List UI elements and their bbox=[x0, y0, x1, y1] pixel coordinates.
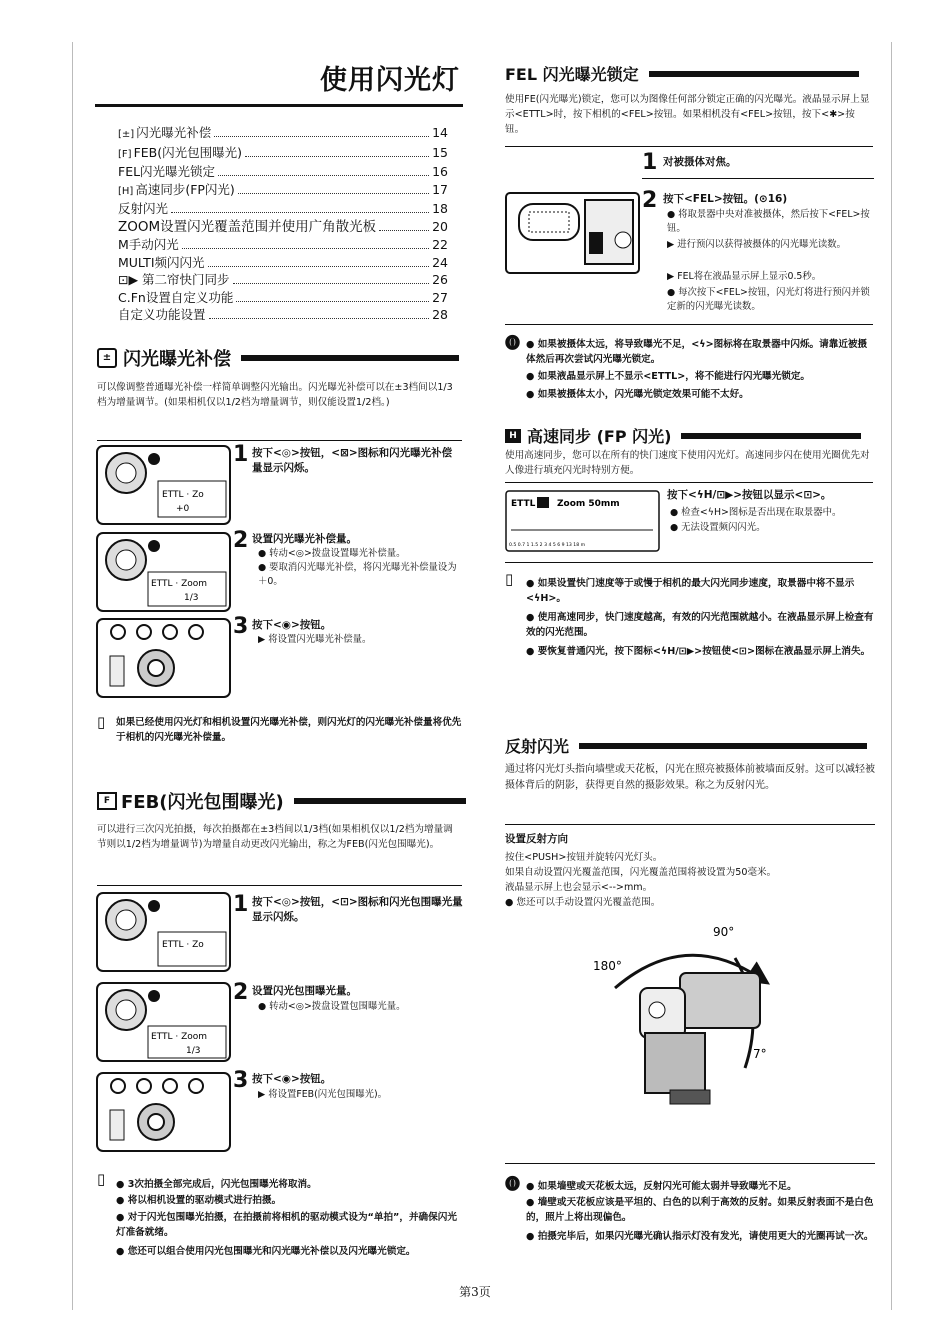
toc-item[interactable]: ⊡▶ 第二帘快门同步 26 bbox=[118, 272, 448, 287]
step-number: 1 bbox=[233, 892, 249, 917]
toc-item[interactable]: M手动闪光 22 bbox=[118, 237, 448, 252]
step-number: 3 bbox=[233, 1068, 249, 1093]
toc-item[interactable]: ZOOM设置闪光覆盖范围并使用广角散光板 20 bbox=[118, 218, 448, 235]
heading-bar bbox=[241, 355, 459, 361]
divider bbox=[97, 885, 462, 886]
lcd-zoom: Zoom 50mm bbox=[557, 499, 620, 509]
fel-intro: 使用FE(闪光曝光)锁定，您可以为图像任何部分锁定正确的闪光曝光。液晶显示屏上显示<ETTL>时，按下相机的<FEL>按钮。如果相机没有<FEL>按钮，按下<✱>按钮。 bbox=[505, 94, 870, 135]
fec-heading: ± 闪光曝光补偿 bbox=[97, 345, 459, 371]
fec-note: 如果已经使用闪光灯和相机设置闪光曝光补偿，则闪光灯的闪光曝光补偿量将优先于相机的闪光曝光补偿量。 bbox=[116, 717, 462, 743]
flash-back-panel-illustration bbox=[96, 1072, 231, 1152]
flash-back-panel-illustration bbox=[96, 618, 231, 698]
lcd-value: +0 bbox=[176, 504, 190, 514]
step-number: 1 bbox=[233, 442, 249, 467]
note-icon: ▯ bbox=[97, 713, 106, 731]
step-bullet: ● 转动<◎>拨盘设置包围曝光量。 bbox=[258, 1001, 406, 1012]
viewfinder-fel-illustration bbox=[505, 192, 640, 274]
divider bbox=[505, 1163, 875, 1164]
fec-section-icon: ± bbox=[97, 348, 117, 368]
fel-note: ● 如果被摄体太小，闪光曝光锁定效果可能不太好。 bbox=[526, 389, 749, 400]
hss-section-icon: H bbox=[505, 429, 521, 443]
step-number: 2 bbox=[233, 528, 249, 553]
heading-bar bbox=[649, 71, 859, 77]
bounce-note: ● 墙壁或天花板应该是平坦的、白色的以利于高效的反射。如果反射表面不是白色的，照片上将出现偏色。 bbox=[526, 1197, 874, 1223]
feb-section-icon: F bbox=[97, 792, 117, 810]
bounce-line: 如果自动设置闪光覆盖范围，闪光覆盖范围将被设置为50毫米。 bbox=[505, 867, 777, 878]
camera-dial-illustration bbox=[96, 892, 231, 972]
step-bullet: ▶ 将设置FEB(闪光包围曝光)。 bbox=[258, 1089, 388, 1100]
toc-item[interactable]: [F] FEB(闪光包围曝光) 15 bbox=[118, 144, 448, 164]
divider bbox=[505, 562, 873, 563]
fec-intro: 可以像调整普通曝光补偿一样简单调整闪光输出。闪光曝光补偿可以在±3档间以1/3档为增量调节。(如果相机仅以1/2档为增量调节，则仅能设置1/2档。) bbox=[97, 382, 453, 408]
divider bbox=[505, 324, 873, 325]
divider bbox=[505, 482, 873, 483]
lcd-mode: ETTL bbox=[511, 499, 536, 509]
toc-item[interactable]: 自定义功能设置 28 bbox=[118, 307, 448, 322]
divider bbox=[505, 146, 873, 147]
feb-note: ● 对于闪光包围曝光拍摄，在拍摄前将相机的驱动模式设为“单拍”，并确保闪光灯准备就绪。 bbox=[116, 1212, 457, 1238]
feb-note: ● 将以相机设置的驱动模式进行拍摄。 bbox=[116, 1195, 282, 1206]
step-bullet: ● 检查<ϟH>图标是否出现在取景器中。 bbox=[670, 507, 842, 518]
note-icon: ▯ bbox=[505, 570, 514, 588]
heading-bar bbox=[681, 433, 861, 439]
hss-note: ● 如果设置快门速度等于或慢于相机的最大闪光同步速度，取景器中将不显示<ϟH>。 bbox=[526, 578, 855, 604]
angle-7: 7° bbox=[753, 1047, 767, 1061]
page-number: 第3页 bbox=[459, 1285, 491, 1299]
step-number: 1 bbox=[642, 150, 658, 175]
bounce-intro: 通过将闪光灯头指向墙壁或天花板，闪光在照亮被摄体前被墙面反射。这可以减轻被摄体背后的阴影，获得更自然的摄影效果。称之为反射闪光。 bbox=[505, 764, 875, 791]
step-number: 2 bbox=[233, 980, 249, 1005]
flash-head-rotation-illustration bbox=[585, 918, 795, 1118]
camera-dial-illustration bbox=[96, 445, 231, 525]
step-title: 按下<ϟH/⊡▶>按钮以显示<⊡>。 bbox=[667, 489, 832, 501]
lcd-scale: 0.5 0.7 1 1.5 2 3 4 5 6 9 13 18 m bbox=[509, 543, 586, 548]
caution-icon: ⓿ bbox=[505, 1175, 521, 1193]
page-title: 使用闪光灯 bbox=[320, 65, 460, 96]
toc-item[interactable]: C.Fn设置自定义功能 27 bbox=[118, 289, 448, 305]
lcd-value: 1/3 bbox=[186, 1046, 201, 1056]
step-title: 对被摄体对焦。 bbox=[663, 156, 737, 168]
step-bullet: ▶ 进行预闪以获得被摄体的闪光曝光读数。 bbox=[667, 239, 846, 250]
step-title: 按下<◉>按钮。 bbox=[252, 619, 332, 631]
lcd-readout: ETTL · Zo bbox=[162, 490, 204, 500]
hss-intro: 使用高速同步，您可以在所有的快门速度下使用闪光灯。高速同步闪在使用光圈优先对人像进行填充闪光时特别方便。 bbox=[505, 450, 870, 476]
bounce-subheading: 设置反射方向 bbox=[505, 833, 568, 845]
step-bullet: ● 无法设置频闪闪光。 bbox=[670, 522, 766, 533]
heading-bar bbox=[294, 798, 466, 804]
caution-icon: ⓿ bbox=[505, 334, 521, 352]
hss-icon: [H] bbox=[118, 185, 134, 197]
feb-note: ● 您还可以组合使用闪光包围曝光和闪光曝光补偿以及闪光曝光锁定。 bbox=[116, 1246, 416, 1257]
feb-heading: F FEB(闪光包围曝光) bbox=[97, 788, 466, 814]
angle-180: 180° bbox=[593, 959, 622, 973]
lcd-readout: ETTL · Zo bbox=[162, 940, 204, 950]
step-bullet: ▶ FEL将在液晶显示屏上显示0.5秒。 bbox=[667, 271, 822, 282]
fel-heading: FEL 闪光曝光锁定 bbox=[505, 62, 859, 85]
bounce-heading: 反射闪光 bbox=[505, 734, 867, 757]
fel-note: ● 如果液晶显示屏上不显示<ETTL>，将不能进行闪光曝光锁定。 bbox=[526, 371, 811, 382]
camera-dial-illustration bbox=[96, 532, 231, 612]
toc-item[interactable]: [H] 高速同步(FP闪光) 17 bbox=[118, 181, 448, 201]
step-number: 2 bbox=[642, 188, 658, 213]
bounce-line: 按住<PUSH>按钮并旋转闪光灯头。 bbox=[505, 852, 663, 863]
lcd-readout: ETTL · Zoom bbox=[151, 1032, 208, 1042]
heading-bar bbox=[579, 743, 867, 749]
feb-intro: 可以进行三次闪光拍摄，每次拍摄都在±3档间以1/3档(如果相机仅以1/2档为增量调节则以1/2档为增量调节)为增量自动更改闪光输出，称之为FEB(闪光包围曝光)。 bbox=[97, 824, 453, 850]
toc-item[interactable]: FEL闪光曝光锁定 16 bbox=[118, 164, 448, 179]
step-bullet: ● 每次按下<FEL>按钮，闪光灯将进行预闪并锁定新的闪光曝光读数。 bbox=[667, 287, 870, 312]
table-of-contents bbox=[118, 124, 448, 324]
lcd-panel-illustration bbox=[505, 490, 660, 552]
step-title: 设置闪光包围曝光量。 bbox=[252, 985, 357, 997]
hss-note: ● 使用高速同步，快门速度越高，有效的闪光范围就越小。在液晶显示屏上检查有效的闪光范围。 bbox=[526, 612, 874, 638]
step-title: 按下<◎>按钮，<⊡>图标和闪光包围曝光量显示闪烁。 bbox=[252, 896, 463, 923]
feb-icon: [F] bbox=[118, 148, 132, 160]
toc-item[interactable]: [±] 闪光曝光补偿 14 bbox=[118, 124, 448, 144]
lcd-readout: ETTL · Zoom bbox=[151, 579, 208, 589]
divider bbox=[642, 178, 874, 179]
camera-dial-illustration bbox=[96, 982, 231, 1062]
angle-90: 90° bbox=[713, 925, 735, 939]
step-title: 设置闪光曝光补偿量。 bbox=[252, 533, 357, 545]
note-icon: ▯ bbox=[97, 1170, 106, 1188]
bounce-line: 液晶显示屏上也会显示<-->mm。 bbox=[505, 882, 653, 893]
step-number: 3 bbox=[233, 614, 249, 639]
step-title: 按下<FEL>按钮。(⊙16) bbox=[663, 193, 788, 205]
fec-icon: [±] bbox=[118, 129, 135, 140]
toc-item[interactable]: MULTI频闪闪光 24 bbox=[118, 254, 448, 270]
step-bullet: ● 将取景器中央对准被摄体，然后按下<FEL>按钮。 bbox=[667, 209, 870, 234]
step-title: 按下<◎>按钮，<⊠>图标和闪光曝光补偿量显示闪烁。 bbox=[252, 447, 453, 474]
bounce-note: ● 拍摄完毕后，如果闪光曝光确认指示灯没有发光，请使用更大的光圈再试一次。 bbox=[526, 1231, 874, 1242]
toc-item[interactable]: 反射闪光 18 bbox=[118, 201, 448, 216]
step-bullet: ● 要取消闪光曝光补偿，将闪光曝光补偿量设为＋0。 bbox=[258, 562, 457, 587]
bounce-line: ● 您还可以手动设置闪光覆盖范围。 bbox=[505, 897, 661, 908]
bounce-note: ● 如果墙壁或天花板太远，反射闪光可能太弱并导致曝光不足。 bbox=[526, 1181, 797, 1192]
title-rule bbox=[95, 104, 463, 107]
hss-heading: H 高速同步 (FP 闪光) bbox=[505, 424, 861, 447]
hss-note: ● 要恢复普通闪光，按下图标<ϟH/⊡▶>按钮使<⊡>图标在液晶显示屏上消失。 bbox=[526, 646, 871, 657]
divider bbox=[97, 440, 462, 441]
step-title: 按下<◉>按钮。 bbox=[252, 1073, 332, 1085]
step-bullet: ▶ 将设置闪光曝光补偿量。 bbox=[258, 634, 372, 645]
divider bbox=[505, 824, 875, 825]
fel-note: ● 如果被摄体太远，将导致曝光不足，<ϟ>图标将在取景器中闪烁。请靠近被摄体然后再次尝试闪光曝光锁定。 bbox=[526, 339, 868, 365]
step-bullet: ● 转动<◎>拨盘设置曝光补偿量。 bbox=[258, 548, 406, 559]
feb-note: ● 3次拍摄全部完成后，闪光包围曝光将取消。 bbox=[116, 1179, 317, 1190]
lcd-value: 1/3 bbox=[184, 593, 199, 603]
